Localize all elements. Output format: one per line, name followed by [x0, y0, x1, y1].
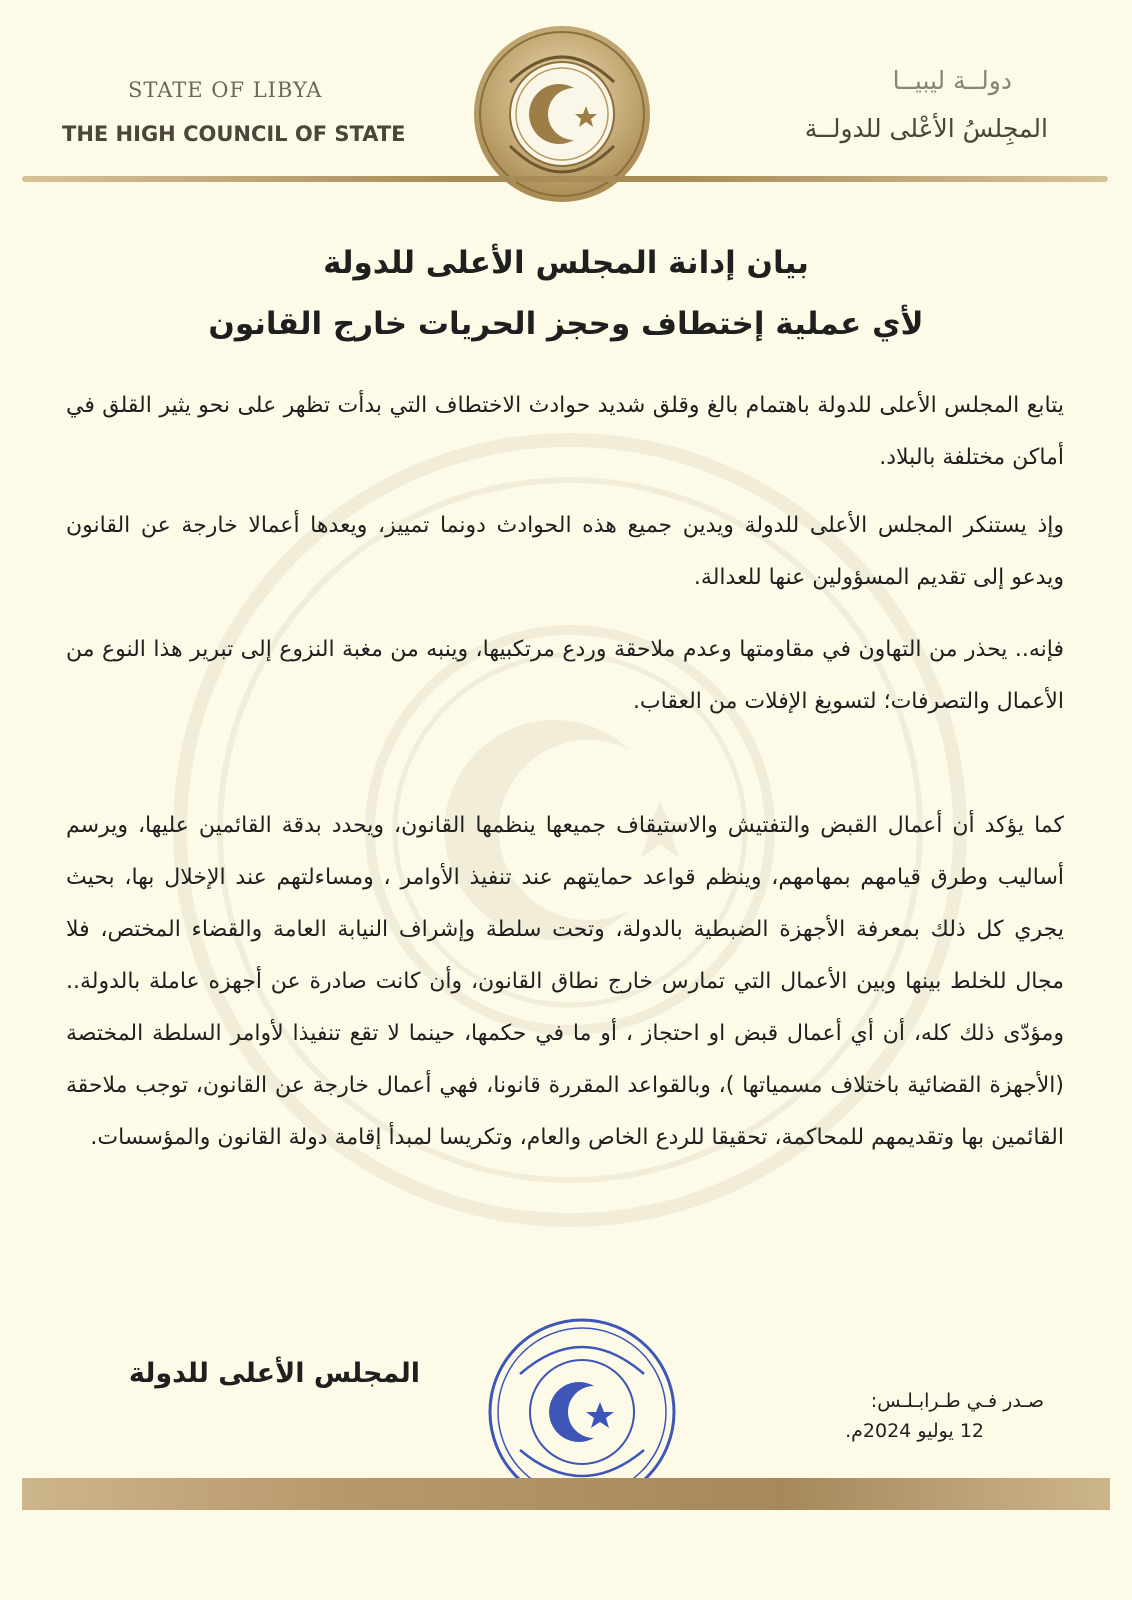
body-paragraph-1: يتابع المجلس الأعلى للدولة باهتمام بالغ وقلق شديد حوادث الاختطاف التي بدأت تظهر على نحو يثير القلق في أماكن مختلفة بالبلاد. [66, 393, 1064, 470]
body-paragraph-3: فإنه.. يحذر من التهاون في مقاومتها وعدم ملاحقة وردع مرتكبيها، وينبه من مغبة النزوع إلى تبرير هذا النوع من الأعمال والتصرفات؛ لتسويغ الإفلات من العقاب. [66, 637, 1064, 714]
footer-bar [22, 1478, 1110, 1510]
header-english-council: THE HIGH COUNCIL OF STATE [62, 122, 406, 146]
body-paragraph-2: وإذ يستنكر المجلس الأعلى للدولة ويدين جميع هذه الحوادث دونما تمييز، ويعدها أعمالا خارجة عن القانون ويدعو إلى تقديم المسؤولين عنها للعدالة. [66, 513, 1064, 590]
header-arabic-council: المجِلسُ الأعْلى للدولــة [804, 114, 1048, 143]
body-paragraph-4: كما يؤكد أن أعمال القبض والتفتيش والاستيقاف جميعها ينظمها القانون، ويحدد بدقة القائمين عليها، ويرسم أساليب وطرق قيامهم بمهامهم، وينظم قواعد حمايتهم عند تنفيذ الأوامر ، ومساءلتهم عند الإخلال بها، بحيث يجري كل ذلك بمعرفة الأجهزة الضبطية بالدولة، وتحت سلطة وإشراف النيابة العامة والقضاء المختص، فلا مجال للخلط بينها وبين الأعمال التي تمارس خارج نطاق القانون، وأن كانت صادرة عن أجهزه عاملة بالدولة.. ومؤدّى ذلك كله، أن أي أعمال قبض او احتجاز ، أو ما في حكمها، حينما لا تقع تنفيذا لأوامر السلطة المختصة (الأجهزة القضائية باختلاف مسمياتها )، وبالقواعد المقررة قانونا، فهي أعمال خارجة عن القانون، توجب ملاحقة القائمين بها وتقديمهم للمحاكمة، تحقيقا للردع الخاص والعام، وتكريسا لمبدأ إقامة دولة القانون والمؤسسات. [66, 813, 1064, 1150]
statement-subtitle: لأي عملية إختطاف وحجز الحريات خارج القانون [208, 306, 924, 342]
signature-name: المجلس الأعلى للدولة [128, 1358, 420, 1389]
header-arabic-state: دولــة ليبيــا [892, 66, 1012, 95]
header-divider [22, 176, 1108, 182]
statement-title: بيان إدانة المجلس الأعلى للدولة [323, 245, 809, 281]
issued-date: 12 يوليو 2024م. [845, 1420, 984, 1442]
issued-place: صـدر فـي طـرابـلـس: [870, 1390, 1044, 1412]
header-english-state: STATE OF LIBYA [128, 78, 323, 102]
